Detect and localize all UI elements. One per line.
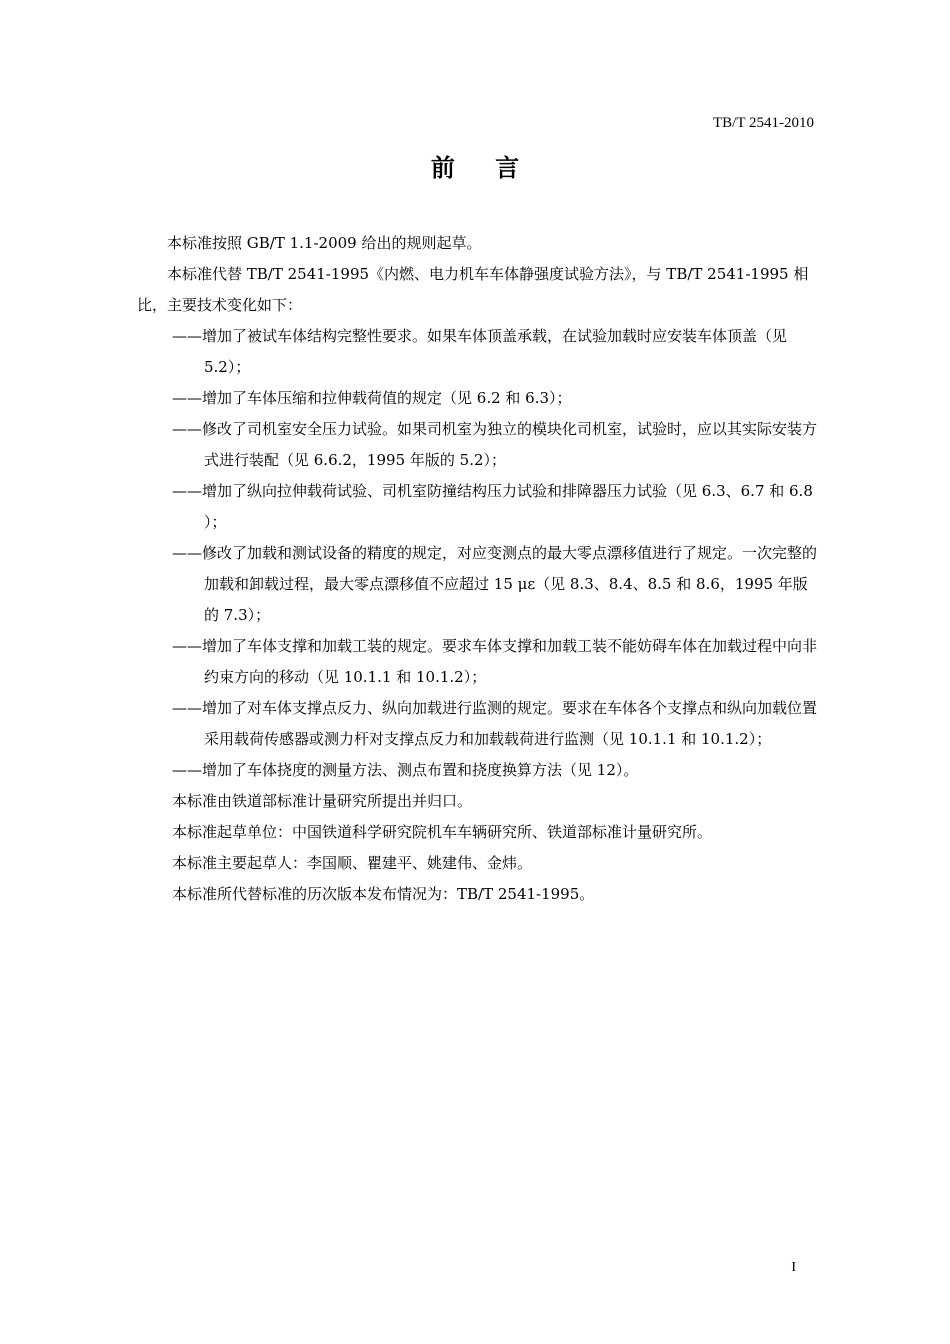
change-item: ——增加了纵向拉伸载荷试验、司机室防撞结构压力试验和排障器压力试验（见 6.3、6.7 和 6.8 ）； bbox=[172, 482, 813, 531]
change-item: ——修改了司机室安全压力试验。如果司机室为独立的模块化司机室，试验时，应以其实际安装方式进行装配（见 6.6.2，1995 年版的 5.2）； bbox=[172, 420, 818, 469]
document-code: TB/T 2541-2010 bbox=[713, 115, 814, 131]
paragraph-previous-editions: 本标准所代替标准的历次版本发布情况为：TB/T 2541-1995。 bbox=[172, 885, 595, 903]
change-item: ——增加了车体挠度的测量方法、测点布置和挠度换算方法（见 12）。 bbox=[172, 761, 639, 779]
change-item: ——增加了对车体支撑点反力、纵向加载进行监测的规定。要求在车体各个支撑点和纵向加载位置采用载荷传感器或测力杆对支撑点反力和加载载荷进行监测（见 10.1.1 和 10.1.2）； bbox=[172, 699, 818, 748]
paragraph-drafting-rule: 本标准按照 GB/T 1.1-2009 给出的规则起草。 bbox=[167, 234, 482, 252]
paragraph-proposer: 本标准由铁道部标准计量研究所提出并归口。 bbox=[172, 792, 473, 810]
change-item: ——增加了车体支撑和加载工装的规定。要求车体支撑和加载工装不能妨碍车体在加载过程中向非约束方向的移动（见 10.1.1 和 10.1.2）； bbox=[172, 637, 818, 686]
page-title: 前 言 bbox=[430, 154, 536, 182]
foreword-body bbox=[137, 228, 817, 910]
change-item: ——增加了被试车体结构完整性要求。如果车体顶盖承载，在试验加载时应安装车体顶盖（见 5.2）； bbox=[172, 327, 788, 376]
paragraph-replacement: 本标准代替 TB/T 2541-1995《内燃、电力机车车体静强度试验方法》，与 TB/T 2541-1995 相比，主要技术变化如下： bbox=[137, 265, 809, 314]
paragraph-drafters: 本标准主要起草人：李国顺、瞿建平、姚建伟、金炜。 bbox=[172, 854, 533, 872]
paragraph-drafting-units: 本标准起草单位：中国铁道科学研究院机车车辆研究所、铁道部标准计量研究所。 bbox=[172, 823, 713, 841]
change-item: ——修改了加载和测试设备的精度的规定，对应变测点的最大零点漂移值进行了规定。一次完整的加载和卸载过程，最大零点漂移值不应超过 15 με（见 8.3、8.4、8.5 和 8.6，1995 年版的 7.3）； bbox=[172, 544, 818, 624]
page-number: I bbox=[791, 1260, 796, 1275]
change-item: ——增加了车体压缩和拉伸载荷值的规定（见 6.2 和 6.3）； bbox=[172, 389, 572, 407]
